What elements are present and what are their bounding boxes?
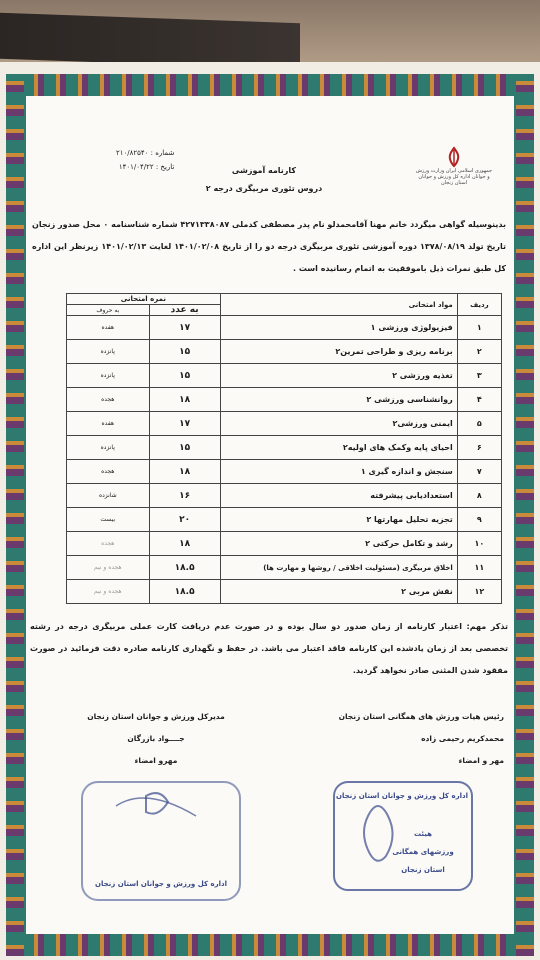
- seal-label: مهر و امضاء: [458, 756, 504, 765]
- stamp-text-2: هیئت: [414, 830, 432, 838]
- row-number: ۴: [457, 388, 501, 412]
- table-row: [67, 340, 502, 364]
- grade-word-cell: هجده: [67, 388, 150, 412]
- grade-word-cell: هفده: [67, 412, 150, 436]
- grade-word-cell: هجده و نیم: [67, 580, 150, 604]
- grade-number-cell: ۱۸: [149, 532, 220, 556]
- signer-title: مدیرکل ورزش و جوانان استان زنجان: [87, 712, 225, 721]
- grade-number-cell: ۱۵: [149, 436, 220, 460]
- grade-word-cell: شانزده: [67, 484, 150, 508]
- grade-number-cell: ۱۸.۵: [149, 580, 220, 604]
- stamp-text-3: ورزشهای همگانی: [392, 848, 454, 856]
- col-row-header: ردیف: [457, 294, 501, 316]
- row-number: ۷: [457, 460, 501, 484]
- table-row: [67, 580, 502, 604]
- certificate-title: کارنامه آموزشی: [231, 166, 297, 175]
- table-row: [67, 388, 502, 412]
- table-row: [67, 364, 502, 388]
- grade-word-cell: هجده: [67, 532, 150, 556]
- stamp-text-1: اداره کل ورزش و جوانان استان زنجان: [94, 880, 228, 888]
- grade-word-cell: پانزده: [67, 364, 150, 388]
- table-row: [67, 532, 502, 556]
- signer-name: جــــواد بازرگان: [127, 734, 185, 743]
- date-value: ۱۴۰۱/۰۴/۲۲: [118, 163, 154, 171]
- table-row: [67, 508, 502, 532]
- grade-number-cell: ۱۷: [149, 412, 220, 436]
- row-number: ۱: [457, 316, 501, 340]
- row-number: ۱۱: [457, 556, 501, 580]
- grade-number-cell: ۱۶: [149, 484, 220, 508]
- seal-label: مهرو امضاء: [134, 756, 178, 765]
- grade-number-cell: ۱۵: [149, 340, 220, 364]
- iran-emblem-icon: [443, 146, 465, 168]
- row-number: ۶: [457, 436, 501, 460]
- date-label: تاریخ :: [155, 163, 175, 171]
- subject-cell: نقش مربی ۲: [220, 580, 457, 604]
- grade-number-cell: ۱۵: [149, 364, 220, 388]
- signer-name: محمدکریم رحیمی زاده: [421, 734, 504, 743]
- table-row: [67, 556, 502, 580]
- logo-mark: [146, 793, 168, 814]
- number-label: شماره :: [150, 149, 175, 157]
- border-right: [516, 74, 534, 956]
- grade-number-cell: ۱۷: [149, 316, 220, 340]
- row-number: ۲: [457, 340, 501, 364]
- table-row: [67, 460, 502, 484]
- row-number: ۱۲: [457, 580, 501, 604]
- signature-block-left: [66, 706, 246, 772]
- grade-word-cell: پانزده: [67, 436, 150, 460]
- subject-cell: سنجش و اندازه گیری ۱: [220, 460, 457, 484]
- row-number: ۱۰: [457, 532, 501, 556]
- grade-word-cell: هفده: [67, 316, 150, 340]
- subject-cell: استعدادیابی پیشرفته: [220, 484, 457, 508]
- intro-paragraph: بدینوسیله گواهی میگردد خانم مهنا آقامحمدلو نام پدر مصطفی کدملی ۴۲۷۱۳۳۸۰۸۷ شماره شناسنامه ۰ محل صدور زنجان تاریخ تولد ۱۳۷۸/۰۸/۱۹ دوره آموزشی تئوری مربیگری درجه دو را از تاریخ ۱۴۰۱/۰۲/۰۸ لغایت ۱۴۰۱/۰۲/۱۳ زیرنظر این اداره کل طبق نمرات ذیل باموفقیت به اتمام رسانیده است .: [32, 220, 507, 273]
- important-note: تذکر مهم: اعتبار کارنامه از زمان صدور دو سال بوده و در صورت عدم دریافت کارت عملی مربیگری درجه در رشته تخصصی بعد از زمان یادشده این کارنامه فاقد اعتبار می باشد. در حفظ و نگهداری کارنامه صادره دقت فرمائید در صورت مفقود شدن المثنی صادر نخواهد گردید.: [30, 622, 508, 675]
- grade-number-cell: ۲۰: [149, 508, 220, 532]
- date-line: [116, 160, 174, 174]
- grade-number-cell: ۱۸: [149, 460, 220, 484]
- emblem: [414, 146, 494, 186]
- subject-cell: تجزیه تحلیل مهارتها ۲: [220, 508, 457, 532]
- col-grade-header: نمره امتحانی: [67, 294, 221, 305]
- col-subject-header: مواد امتحانی: [220, 294, 457, 316]
- table-row: [67, 436, 502, 460]
- grade-word-cell: هجده: [67, 460, 150, 484]
- subject-cell: رشد و تکامل حرکتی ۲: [220, 532, 457, 556]
- signer-title: رئیس هیات ورزش های همگانی استان زنجان: [338, 712, 504, 721]
- table-row: [67, 412, 502, 436]
- border-left: [6, 74, 24, 956]
- document-meta: [116, 146, 174, 174]
- certificate-content: [26, 96, 514, 934]
- stamp-left: [76, 776, 246, 906]
- grade-number-cell: ۱۸: [149, 388, 220, 412]
- subject-cell: اخلاق مربیگری (مسئولیت اخلاقی / روشها و مهارت ها): [220, 556, 457, 580]
- row-number: ۳: [457, 364, 501, 388]
- row-number: ۸: [457, 484, 501, 508]
- grade-word-cell: هجده و نیم: [67, 556, 150, 580]
- stamp-right: [328, 776, 478, 896]
- certificate-subtitle: دروس تئوری مربیگری درجه ۲: [205, 184, 323, 193]
- subject-cell: برنامه ریزی و طراحی تمرین۲: [220, 340, 457, 364]
- stamp-text-1: اداره کل ورزش و جوانان استان زنجان: [335, 792, 468, 800]
- number-value: ۲۱۰/۸۲۵۴۰: [116, 149, 149, 157]
- grade-word-cell: پانزده: [67, 340, 150, 364]
- grade-word-cell: بیست: [67, 508, 150, 532]
- subject-cell: تغذیه ورزشی ۲: [220, 364, 457, 388]
- table-row: [67, 484, 502, 508]
- grades-table: [66, 293, 502, 604]
- row-number: ۹: [457, 508, 501, 532]
- row-number: ۵: [457, 412, 501, 436]
- subject-cell: فیزیولوژی ورزشی ۱: [220, 316, 457, 340]
- subject-cell: احیای پایه وکمک های اولیه۲: [220, 436, 457, 460]
- grade-number-cell: ۱۸.۵: [149, 556, 220, 580]
- signature-block-right: [304, 706, 504, 772]
- col-words-header: به حروف: [67, 305, 150, 316]
- signature-scribble: [364, 806, 393, 861]
- number-line: [116, 146, 174, 160]
- col-numeric-header: به عدد: [149, 305, 220, 316]
- subject-cell: روانشناسی ورزشی ۲: [220, 388, 457, 412]
- emblem-caption: جمهوری اسلامی ایران وزارت ورزش و جوانان اداره کل ورزش و جوانان استان زنجان: [415, 168, 493, 186]
- table-row: [67, 316, 502, 340]
- stamp-text-4: استان زنجان: [401, 866, 445, 874]
- subject-cell: ایمنی ورزشی۲: [220, 412, 457, 436]
